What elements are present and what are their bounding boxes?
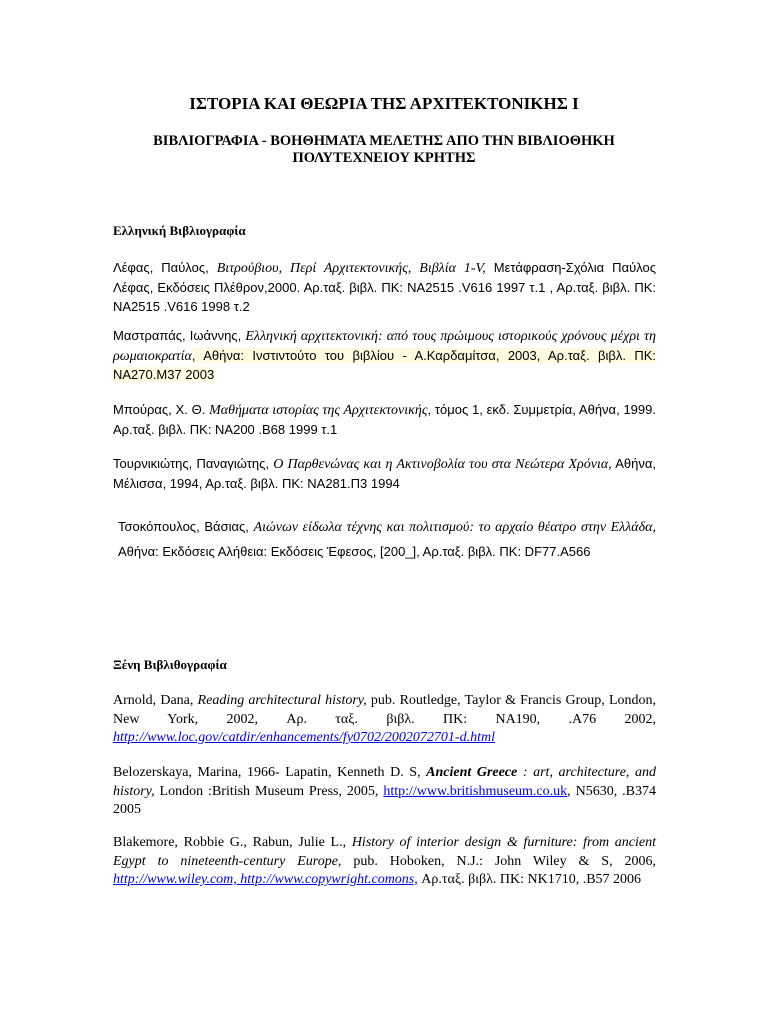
greek-entry-tournikiotis: Τουρνικιώτης, Παναγιώτης, Ο Παρθενώνας και η Ακτινοβολία του στα Νεώτερα Χρόνια, Αθήνα, Μέλισσα, 1994, Αρ.ταξ. βιβλ. ΠΚ: NA281.Π3 1994 xyxy=(113,456,656,491)
foreign-entry-arnold: Arnold, Dana, Reading architectural history, pub. Routledge, Taylor & Francis Group, London, New York, 2002, Αρ. ταξ. βιβλ. ΠΚ: NA190, .A76 2002, http://www.loc.gov/catdir/enhancements/fy0702/2002072701-d.html xyxy=(113,693,657,745)
foreign-bibliography-heading: Ξένη Βιβλιθογραφία xyxy=(113,657,227,672)
greek-entry-lefas: Λέφας, Παύλος, Βιτρούβιου, Περί Αρχιτεκτονικής, Βιβλία 1-V, Μετάφραση-Σχόλια Παύλος Λέφας, Εκδόσεις Πλέθρον,2000. Αρ.ταξ. βιβλ. ΠΚ: NA2515 .V616 1997 τ.1 , Αρ.ταξ. βιβλ. ΠΚ: NA2515 .V616 1998 τ.2 xyxy=(113,260,656,314)
loc-link[interactable]: http://www.loc.gov/catdir/enhancements/fy0702/2002072701-d.html xyxy=(113,730,495,745)
page-title: ΙΣΤΟΡΙΑ ΚΑΙ ΘΕΩΡΙΑ ΤΗΣ ΑΡΧΙΤΕΚΤΟΝΙΚΗΣ Ι xyxy=(189,94,579,113)
subtitle-line-1: ΒΙΒΛΙΟΓΡΑΦΙΑ - ΒΟΗΘΗΜΑΤΑ ΜΕΛΕΤΗΣ ΑΠΟ ΤΗΝ ΒΙΒΛΙΟΘΗΚΗ xyxy=(153,133,615,149)
page-subtitle xyxy=(0,133,768,167)
british-museum-link[interactable]: http://www.britishmuseum.co.uk xyxy=(383,783,568,799)
wiley-link[interactable]: http://www.wiley.com, http://www.copywright.comons, xyxy=(113,872,418,887)
foreign-entry-belozerskaya: Belozerskaya, Marina, 1966- Lapatin, Kenneth D. S, Ancient Greece : art, architecture, and history, London :British Museum Press, 2005, http://www.britishmuseum.co.uk, N5630, .B374 2005 xyxy=(113,765,656,817)
foreign-entry-blakemore: Blakemore, Robbie G., Rabun, Julie L., History of interior design & furniture: from ancient Egypt to nineteenth-century Europe, pub. Hoboken, N.J.: John Wiley & S, 2006, http://www.wiley.com, http://www.copywright.comons, Αρ.ταξ. βιβλ. ΠΚ: NK1710, .B57 2006 xyxy=(113,835,656,887)
greek-entry-bouras: Μπούρας, Χ. Θ. Μαθήματα ιστορίας της Αρχιτεκτονικής, τόμος 1, εκδ. Συμμετρία, Αθήνα, 1999. Αρ.ταξ. βιβλ. ΠΚ: NA200 .B68 1999 τ.1 xyxy=(113,402,656,437)
greek-entry-tsokopoulos: Τσοκόπουλος, Βάσιας, Αιώνων είδωλα τέχνης και πολιτισμού: το αρχαίο θέατρο στην Ελλάδα, Αθήνα: Εκδόσεις Αλήθεια: Εκδόσεις Έφεσος, [200_], Αρ.ταξ. βιβλ. ΠΚ: DF77.A566 xyxy=(118,519,656,559)
subtitle-line-2: ΠΟΛΥΤΕΧΝΕΙΟΥ ΚΡΗΤΗΣ xyxy=(292,150,476,166)
greek-entry-mastrapas: Μαστραπάς, Ιωάννης, Ελληνική αρχιτεκτονική: από τους πρώιμους ιστορικούς χρόνους μέχρι τη ρωμαιοκρατία, Αθήνα: Ινστιντούτο του βιβλίου - Α.Καρδαμίτσα, 2003, Αρ.ταξ. βιβλ. ΠΚ: NA270.M37 2003 xyxy=(113,328,656,382)
greek-bibliography-heading: Ελληνική Βιβλιογραφία xyxy=(113,223,246,238)
